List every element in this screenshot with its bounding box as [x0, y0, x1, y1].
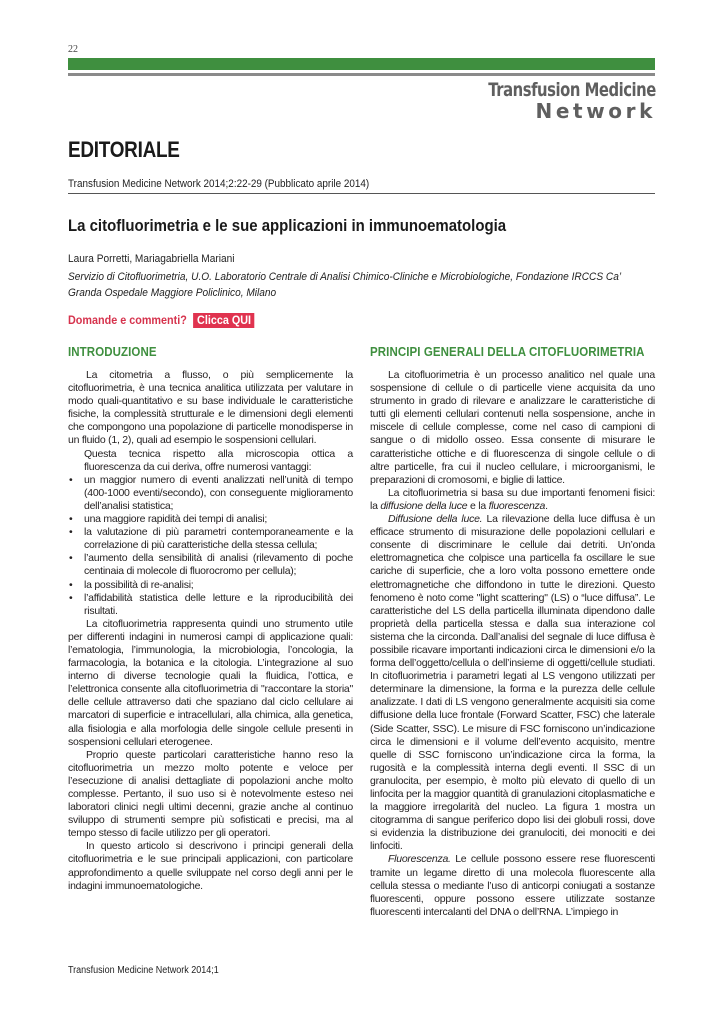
right-column: [370, 345, 655, 919]
subheading: Diffusione della luce.: [388, 513, 483, 526]
section-title: EDITORIALE: [68, 137, 180, 162]
list-item: • un maggior numero di eventi analizzati nell’unità di tempo (400-1000 eventi/secondo), con conseguente miglioramento dell’analisi statistica;: [68, 474, 353, 513]
citation: Transfusion Medicine Network 2014;2:22-29 (Pubblicato aprile 2014): [68, 178, 370, 190]
affiliation: Servizio di Citofluorimetria, U.O. Laboratorio Centrale di Analisi Chimico-Cliniche e Microbiologiche, Fondazione IRCCS Ca’ Granda Ospedale Maggiore Policlinico, Milano: [68, 271, 621, 299]
header-green-bar: [68, 58, 655, 70]
paragraph: La citofluorimetria è un processo analitico nel quale una sospensione di cellule o di particelle viene acquisita da uno strumento in grado di rilevare e analizzare le caratteristiche di tutti gli elementi cellulari contenuti nella sospensione, anche in miscele di cellule complesse, come nel caso di campioni di sangue o di midollo osseo. Essa consente di misurare le caratteristiche ottiche e di fluorescenza di singole cellule o di altre particelle, fra cui il nucleo cellulare, i microorganismi, le preparazioni di cromosomi, e bigliе di lattice.: [370, 369, 655, 486]
text-run: .: [545, 499, 548, 512]
paragraph: In questo articolo si descrivono i principi generali della citofluorimetria e le sue principali applicazioni, con particolare approfondimento a quelle sviluppate nel corso degli anni per le indagini immunoematologiche.: [68, 840, 353, 892]
list-item: • l’affidabilità statistica delle letture e la riproducibilità dei risultati.: [68, 592, 353, 618]
text-run: e la: [467, 499, 489, 512]
list-item: • la possibilità di re-analisi;: [68, 579, 353, 592]
left-column-body: [68, 369, 353, 893]
paragraph: Questa tecnica rispetto alla microscopia ottica a fluorescenza da cui deriva, offre numerosi vantaggi:: [84, 447, 353, 473]
text-run: La citofluorimetria si basa su due importanti fenomeni fisici: la: [370, 486, 655, 512]
list-item: • una maggiore rapidità dei tempi di analisi;: [68, 513, 353, 526]
divider: [68, 193, 655, 194]
paragraph: [370, 487, 655, 513]
paragraph: Proprio queste particolari caratteristiche hanno reso la citofluorimetria un mezzo molto potente e veloce per l’esecuzione di analisi dettagliate di popolazioni anche molto complesse. Pertanto, il suo uso si è notevolmente esteso nei laboratori clinici negli ultimi decenni, grazie anche al continuo sviluppo di strumenti sempre più sofisticati e precisi, ma al tempo stesso di facile utilizzo per gli operatori.: [68, 748, 353, 840]
left-column: [68, 345, 353, 893]
article-title: La citofluorimetria e le sue applicazioni in immunoematologia: [68, 216, 507, 235]
click-here-button[interactable]: Clicca QUI: [193, 313, 254, 328]
text-run: fluorescenza: [488, 499, 546, 512]
paragraph: La citometria a flusso, o più semplicemente la citofluorimetria, è una tecnica analitica utilizzata per valutare in modo quali-quantitativo e su base individuale le caratteristiche fisiche, la complessità strutturale e le dimensioni degli elementi che compongono una popolazione di particelle monodisperse in un fluido (1, 2), quali ad esempio le sospensioni cellulari.: [68, 369, 353, 447]
text-run: La rilevazione della luce diffusa è un efficace strumento di misurazione delle popolazioni cellulari e consente di discriminare le cellule dai detriti. Un’onda elettromagnetica che colpisce una particella fa oscillare le sue cariche di superficie, che a loro volta possono emettere onde elettromagnetiche che diffondono in tutte le direzioni. Questo fenomeno è noto come "light scattering" (LS) o “luce diffusa”. Le caratteristiche del LS della particella illuminata dipendono dalle proprietà della particella stessa e dalla sua interazione col sistema che la circonda. Dall’analisi del segnale di luce diffusa è possibile ricavare importanti indicazioni circa le dimensioni e/o la forma dell’oggetto/cellula o dell’insieme di oggetti/cellule studiati. In citofluorimetria i parametri legati al LS vengono utilizzati per determinare la dimensione, la forma e la purezza delle cellule analizzate. I dati di LS vengono generalmente acquisiti sia come diffusione della luce frontale (Forward Scatter, FSC) che laterale (Side Scatter, SSC). Le misure di FSC forniscono un’indicazione circa le dimensioni e il volume dell’evento acquisito, mentre quelle di SSC forniscono un’indicazione circa la forma, la rugosità e la complessità interna degli eventi. Il SSC di un granulocita, per esempio, è molto più elevato di quello di un linfocita per la maggior quantità di granulazioni citoplasmatiche e la maggiore irregolarità del nucleo. La figura 1 mostra un citogramma di sangue periferico dopo lisi dei globuli rossi, dove si evidenzia la distribuzione dei granulociti, dei monociti e dei linfociti.: [370, 513, 655, 853]
authors: Laura Porretti, Mariagabriella Mariani: [68, 253, 235, 265]
paragraph: La citofluorimetria rappresenta quindi uno strumento utile per differenti indagini in numerosi campi di applicazione quali: l’ematologia, l’immunologia, la microbiologia, l’oncologia, la farmacologia, la botanica e la citologia. L’integrazione al suo interno di diverse tecnologie quali la fluidica, l’ottica, e l’elettronica consente alla citofluorimetria di "raccontare la storia" delle cellule attraverso dati che spaziano dal ciclo cellulare ai marcatori di superficie e intracellulari, alla chimica, alla genetica, alla fisiologia e alla morfologia delle singole cellule presenti in sospensioni cellulari eterogenee.: [68, 617, 353, 748]
paragraph: [370, 853, 655, 918]
header-grey-bar: [68, 73, 655, 76]
page-number: 22: [68, 44, 78, 55]
questions-label: Domande e commenti?: [68, 313, 187, 327]
right-column-body: [370, 369, 655, 919]
journal-logo-line2: Network: [535, 99, 656, 123]
list-item: • la valutazione di più parametri contemporaneamente e la correlazione di più caratteristiche della stessa cellula;: [68, 526, 353, 552]
right-column-heading: PRINCIPI GENERALI DELLA CITOFLUORIMETRIA: [370, 345, 645, 359]
text-run: Le cellule possono essere rese fluorescenti tramite un legame diretto di una molecola fluorescente alla cellula stessa o mediante l’uso di anticorpi coniugati a sostanze fluorescenti, oppure possono essere utilizzate sostanze fluorescenti intercalanti del DNA o dell’RNA. L’impiego in: [370, 853, 655, 918]
journal-logo-line1: Transfusion Medicine: [488, 79, 656, 101]
advantages-list: [68, 474, 353, 618]
paragraph: [370, 513, 655, 853]
subheading: Fluorescenza.: [388, 853, 451, 866]
list-item: • l’aumento della sensibilità di analisi (rilevamento di poche centinaia di molecole di fluorocromo per cellula);: [68, 552, 353, 578]
text-run: diffusione della luce: [380, 499, 468, 512]
left-column-heading: INTRODUZIONE: [68, 345, 157, 359]
footer: Transfusion Medicine Network 2014;1: [68, 965, 219, 976]
questions-callout: [68, 313, 255, 328]
journal-logo: [441, 80, 656, 122]
header-bars: [68, 58, 655, 76]
